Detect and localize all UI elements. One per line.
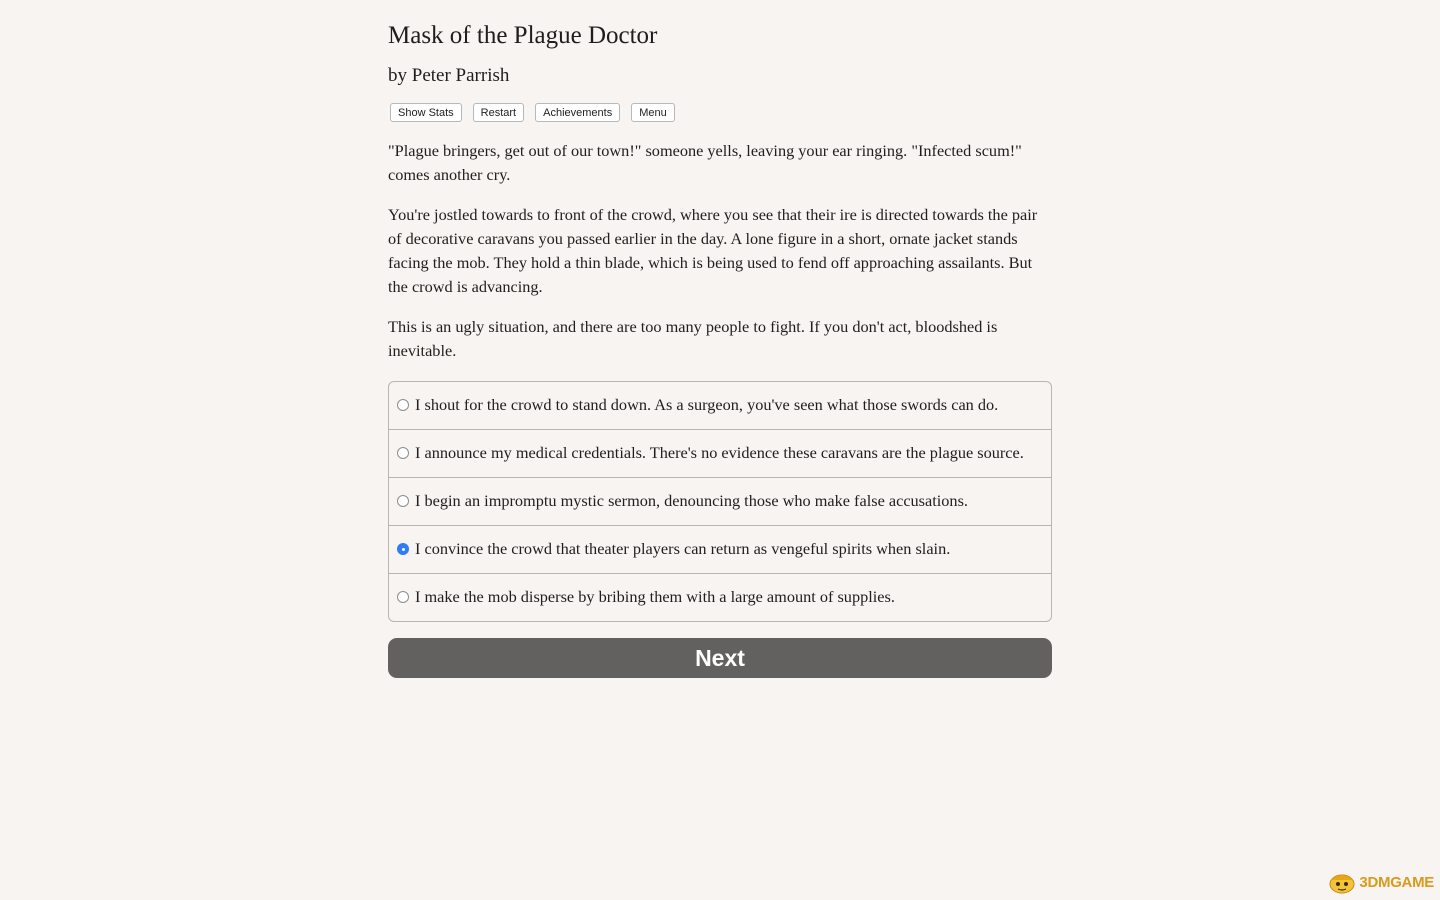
choice-label: I begin an impromptu mystic sermon, denouncing those who make false accusations. [415, 491, 968, 510]
story-text [388, 139, 1052, 363]
radio-button[interactable] [397, 591, 409, 603]
choice-option-4[interactable] [389, 525, 1051, 573]
game-page [388, 18, 1052, 678]
toolbar [388, 103, 1052, 122]
watermark [1327, 870, 1434, 894]
radio-button[interactable] [397, 399, 409, 411]
watermark-text: 3DMGAME [1359, 873, 1434, 891]
story-paragraph: This is an ugly situation, and there are too many people to fight. If you don't act, bloodshed is inevitable. [388, 317, 998, 360]
show-stats-button[interactable]: Show Stats [390, 103, 462, 122]
story-paragraph: "Plague bringers, get out of our town!" someone yells, leaving your ear ringing. "Infected scum!" comes another cry. [388, 141, 1022, 184]
game-author: by Peter Parrish [388, 65, 510, 86]
restart-button[interactable]: Restart [473, 103, 524, 122]
menu-button[interactable]: Menu [631, 103, 675, 122]
choice-option-2[interactable] [389, 429, 1051, 477]
radio-button[interactable] [397, 495, 409, 507]
mascot-logo-icon [1327, 870, 1357, 894]
next-button[interactable]: Next [388, 638, 1052, 678]
choice-label: I make the mob disperse by bribing them with a large amount of supplies. [415, 587, 895, 606]
choice-label: I announce my medical credentials. There's no evidence these caravans are the plague source. [415, 443, 1024, 462]
choice-option-5[interactable] [389, 573, 1051, 621]
choice-list [388, 381, 1052, 622]
achievements-button[interactable]: Achievements [535, 103, 620, 122]
game-title: Mask of the Plague Doctor [388, 22, 658, 49]
radio-button[interactable] [397, 447, 409, 459]
choice-option-1[interactable] [389, 382, 1051, 429]
story-paragraph: You're jostled towards to front of the crowd, where you see that their ire is directed towards the pair of decorative caravans you passed earlier in the day. A lone figure in a short, ornate jacket stands facing the mob. They hold a thin blade, which is being used to fend off approaching assailants. But the crowd is advancing. [388, 205, 1038, 296]
choice-label: I convince the crowd that theater players can return as vengeful spirits when slain. [415, 539, 951, 558]
radio-button[interactable] [397, 543, 409, 555]
choice-option-3[interactable] [389, 477, 1051, 525]
choice-label: I shout for the crowd to stand down. As a surgeon, you've seen what those swords can do. [415, 395, 999, 414]
